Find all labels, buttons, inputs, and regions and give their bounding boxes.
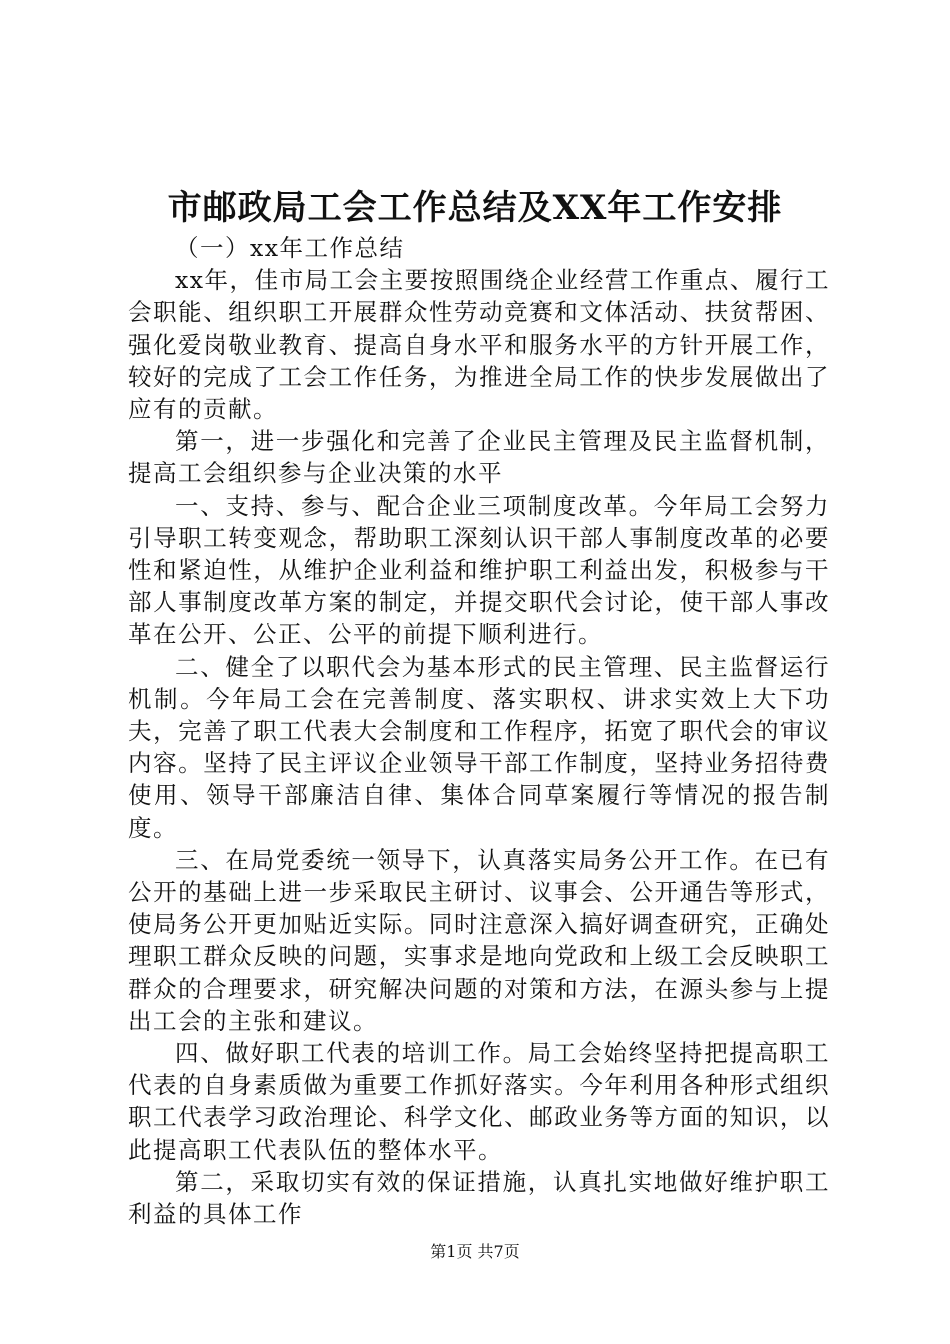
page-footer: 第1页 共7页 [430, 1242, 520, 1261]
paragraph: 第一，进一步强化和完善了企业民主管理及民主监督机制，提高工会组织参与企业决策的水平 [128, 427, 830, 488]
paragraph: 第二，采取切实有效的保证措施，认真扎实地做好维护职工利益的具体工作 [128, 1167, 830, 1229]
paragraph: 二、健全了以职代会为基本形式的民主管理、民主监督运行机制。今年局工会在完善制度、落实职权、讲求实效上大下功夫，完善了职工代表大会制度和工作程序，拓宽了职代会的审议内容。坚持了民主评议企业领导干部工作制度，坚持业务招待费使用、领导干部廉洁自律、集体合同草案履行等情况的报告制度。 [128, 652, 830, 842]
document-body [128, 232, 830, 1230]
section-heading: （一）xx年工作总结 [175, 234, 405, 262]
paragraph: xx年，佳市局工会主要按照围绕企业经营工作重点、履行工会职能、组织职工开展群众性劳动竞赛和文体活动、扶贫帮困、强化爱岗敬业教育、提高自身水平和服务水平的方针开展工作，较好的完成了工会工作任务，为推进全局工作的快步发展做出了应有的贡献。 [128, 266, 830, 424]
document-title: 市邮政局工会工作总结及XX年工作安排 [167, 188, 783, 228]
paragraph: 四、做好职工代表的培训工作。局工会始终坚持把提高职工代表的自身素质做为重要工作抓好落实。今年利用各种形式组织职工代表学习政治理论、科学文化、邮政业务等方面的知识，以此提高职工代表队伍的整体水平。 [128, 1039, 830, 1164]
paragraph: 一、支持、参与、配合企业三项制度改革。今年局工会努力引导职工转变观念，帮助职工深刻认识干部人事制度改革的必要性和紧迫性，从维护企业利益和维护职工利益出发，积极参与干部人事制度改革方案的制定，并提交职代会讨论，使干部人事改革在公开、公正、公平的前提下顺利进行。 [128, 491, 830, 649]
paragraph: 三、在局党委统一领导下，认真落实局务公开工作。在已有公开的基础上进一步采取民主研讨、议事会、公开通告等形式，使局务公开更加贴近实际。同时注意深入搞好调查研究，正确处理职工群众反映的问题，实事求是地向党政和上级工会反映职工群众的合理要求，研究解决问题的对策和方法，在源头参与上提出工会的主张和建议。 [128, 845, 830, 1035]
